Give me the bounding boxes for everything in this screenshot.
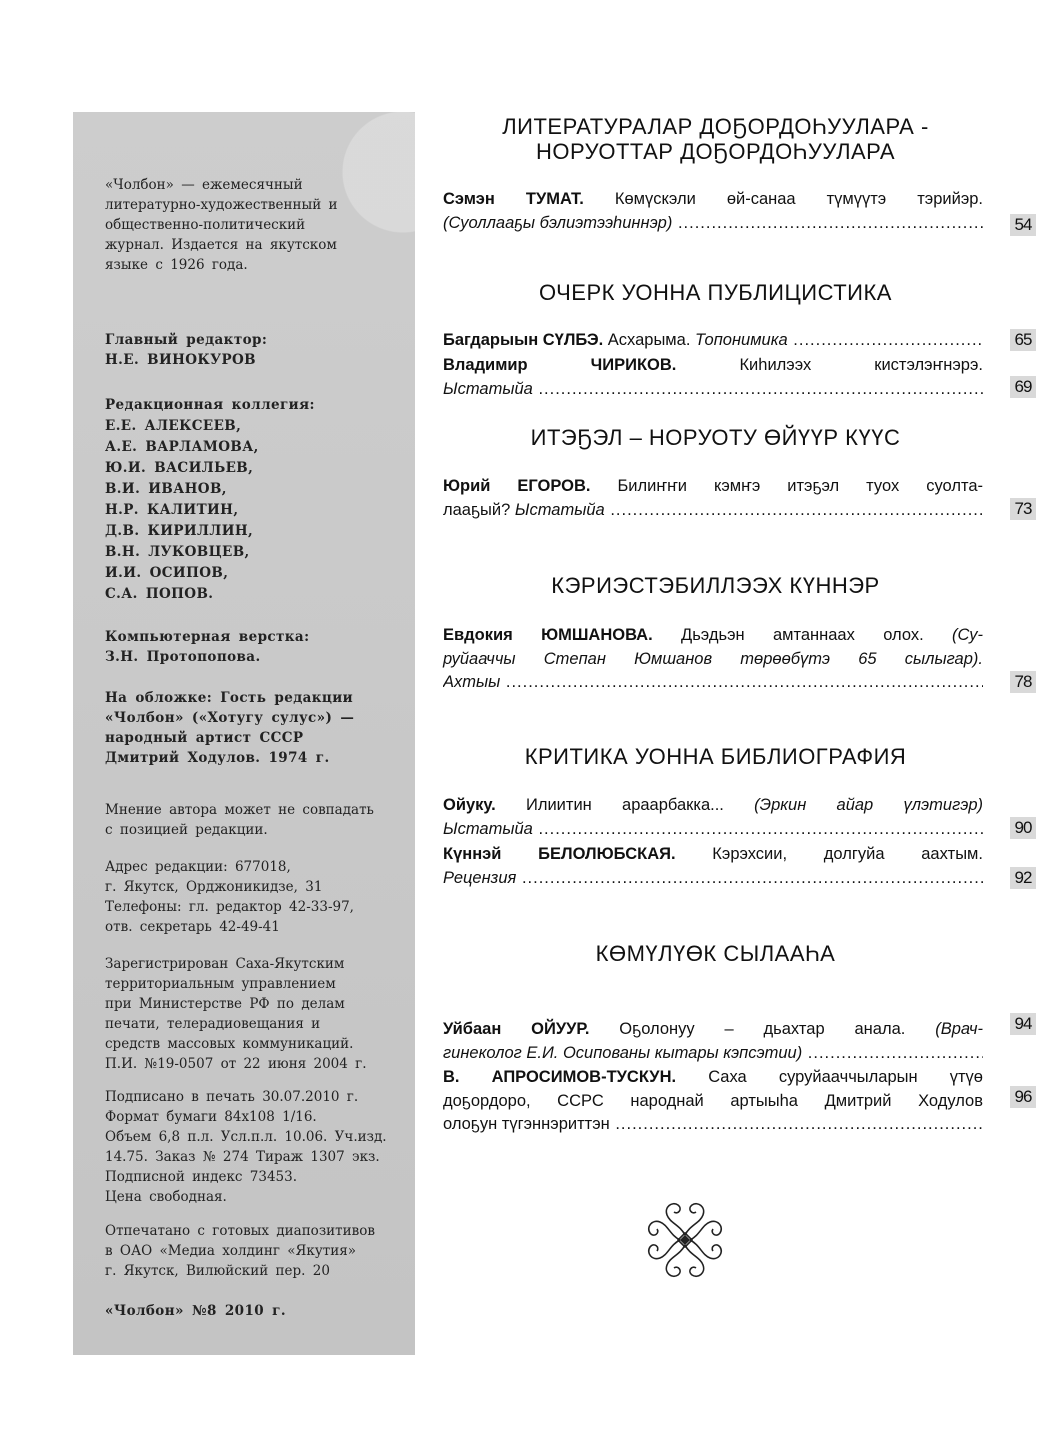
section-heading-line: ИТЭҔЭЛ – НОРУОТУ ӨЙҮҮР КҮҮС xyxy=(530,425,901,450)
masthead-line: Ю.И. ВАСИЛЬЕВ, xyxy=(105,460,254,476)
entry-genre: Ыстатыйа ..... xyxy=(443,820,983,838)
masthead-line: в ОАО «Медиа холдинг «Якутия» xyxy=(105,1243,357,1259)
entry-genre: Ыстатыйа ..... xyxy=(443,380,983,398)
masthead-line: литературно-художественный и xyxy=(105,197,338,213)
entry-title: Киһилээх кистэлэҥнэрэ. xyxy=(676,356,983,374)
masthead-line: Н.Е. ВИНОКУРОВ xyxy=(105,352,256,368)
masthead-line: А.Е. ВАРЛАМОВА, xyxy=(105,439,259,455)
masthead-line: Формат бумаги 84х108 1/16. xyxy=(105,1109,317,1125)
entry-author: Юрий ЕГОРОВ. xyxy=(443,477,591,495)
toc-entry-line xyxy=(443,867,983,891)
masthead-line: с позицией редакции. xyxy=(105,822,268,838)
section-heading-line: НОРУОТТАР ДОҔОРДОҺУУЛАРА xyxy=(535,139,896,164)
toc-entry[interactable] xyxy=(443,843,983,890)
masthead-line: «Чолбон» — ежемесячный xyxy=(105,177,303,193)
entry-genre: (Су- xyxy=(952,626,983,644)
entry-genre: (Эркин айар үлэтигэр) xyxy=(754,796,983,814)
page-number[interactable]: 90 xyxy=(1010,817,1036,839)
masthead-block xyxy=(105,330,370,370)
entry-genre: Ахтыы ..... xyxy=(443,673,983,691)
masthead-line: средств массовых коммуникаций. xyxy=(105,1036,354,1052)
ornament-icon xyxy=(640,1195,730,1285)
masthead-line: г. Якутск, Вилюйский пер. 20 xyxy=(105,1263,330,1279)
toc-entry[interactable] xyxy=(443,188,983,235)
entry-genre: (Врач- xyxy=(935,1020,983,1038)
section-heading xyxy=(443,280,988,305)
entry-genre: руйааччы Степан Юмшанов төрөөбүтэ 65 сылыгар). xyxy=(443,649,983,668)
entry-title: Билиҥҥи кэмҥэ итэҕэл туох суолта- xyxy=(590,477,983,495)
masthead-block xyxy=(105,688,370,768)
toc-entry-line xyxy=(443,1066,983,1090)
masthead-block xyxy=(105,1221,375,1281)
masthead-line: народный артист СССР xyxy=(105,730,304,746)
entry-genre: Рецензия ..... xyxy=(443,869,983,887)
masthead-block xyxy=(105,1087,387,1207)
page-number[interactable]: 54 xyxy=(1010,214,1036,236)
toc-entry[interactable] xyxy=(443,624,983,695)
entry-author: Багдарыын СҮЛБЭ. xyxy=(443,331,604,349)
toc-entry-line xyxy=(443,329,983,353)
toc-entry[interactable] xyxy=(443,1018,983,1065)
toc-entry[interactable] xyxy=(443,475,983,522)
masthead-block xyxy=(105,395,370,605)
toc-entry-line xyxy=(443,818,983,842)
masthead-line: журнал. Издается на якутском xyxy=(105,237,337,253)
masthead-line: Дмитрий Ходулов. 1974 г. xyxy=(105,750,330,766)
toc-entry[interactable] xyxy=(443,794,983,841)
masthead-line: Мнение автора может не совпадать xyxy=(105,802,374,818)
masthead-block xyxy=(105,175,370,275)
section-heading xyxy=(443,425,988,450)
toc-entry-line xyxy=(443,188,983,212)
masthead-line: Подписано в печать 30.07.2010 г. xyxy=(105,1089,359,1105)
entry-title: олоҕун түгэннэриттэн ..... xyxy=(443,1115,983,1133)
masthead-line: «Чолбон» («Хотугу сулус») — xyxy=(105,710,355,726)
entry-genre: гинеколог Е.И. Осипованы кытары кэпсэтии) ..... xyxy=(443,1044,983,1062)
masthead-line: г. Якутск, Орджоникидзе, 31 xyxy=(105,879,323,895)
section-heading-line: КЭРИЭСТЭБИЛЛЭЭХ КҮННЭР xyxy=(551,573,880,598)
page-number[interactable]: 96 xyxy=(1010,1086,1036,1108)
masthead-line: при Министерстве РФ по делам xyxy=(105,996,345,1012)
entry-title: Илиитин араарбакка... xyxy=(495,796,755,814)
entry-author: Ойуку. xyxy=(443,796,496,814)
masthead-line: Зарегистрирован Саха-Якутским xyxy=(105,956,345,972)
entry-title: Көмүскэли өй-санаа түмүүтэ тэрийэр. xyxy=(583,190,983,208)
page-number[interactable]: 92 xyxy=(1010,867,1036,889)
section-heading-line: КРИТИКА УОННА БИБЛИОГРАФИЯ xyxy=(524,744,907,769)
masthead-line: Редакционная коллегия: xyxy=(105,397,315,413)
section-heading-line: ЛИТЕРАТУРАЛАР ДОҔОРДОҺУУЛАРА - xyxy=(502,114,929,139)
masthead-line: отв. секретарь 42-49-41 xyxy=(105,919,280,935)
section-heading xyxy=(443,573,988,598)
masthead-line: Адрес редакции: 677018, xyxy=(105,859,291,875)
section-heading xyxy=(443,114,988,164)
toc-entry[interactable] xyxy=(443,1066,983,1137)
section-heading xyxy=(443,941,988,966)
entry-title: лааҕый? xyxy=(443,500,515,519)
toc-entry-line xyxy=(443,671,983,695)
masthead-line: Телефоны: гл. редактор 42-33-97, xyxy=(105,899,354,915)
masthead-line: «Чолбон» №8 2010 г. xyxy=(105,1303,286,1319)
toc-entry-line xyxy=(443,648,983,672)
entry-author: Владимир ЧИРИКОВ. xyxy=(443,356,677,374)
masthead-line: П.И. №19-0507 от 22 июня 2004 г. xyxy=(105,1056,367,1072)
masthead-line: В.Н. ЛУКОВЦЕВ, xyxy=(105,544,250,560)
masthead-line: В.И. ИВАНОВ, xyxy=(105,481,227,497)
masthead-block xyxy=(105,800,374,840)
entry-genre: Ыстатыйа ..... xyxy=(515,501,983,519)
masthead-line: Н.Р. КАЛИТИН, xyxy=(105,502,239,518)
masthead-line: Отпечатано с готовых диапозитивов xyxy=(105,1223,375,1239)
page-number[interactable]: 65 xyxy=(1010,329,1036,351)
masthead-line: Е.Е. АЛЕКСЕЕВ, xyxy=(105,418,242,434)
entry-genre: Топонимика ..... xyxy=(695,331,983,349)
entry-title: Кэрэхсии, долгуйа аахтым. xyxy=(675,845,983,863)
page-number[interactable]: 94 xyxy=(1010,1013,1036,1035)
toc-entry-line xyxy=(443,475,983,499)
entry-author: Уйбаан ОЙУУР. xyxy=(443,1020,590,1038)
toc-entry-line xyxy=(443,843,983,867)
masthead-line: общественно-политический xyxy=(105,217,306,233)
toc-entry[interactable] xyxy=(443,354,983,401)
masthead-line: И.И. ОСИПОВ, xyxy=(105,565,229,581)
toc-entry-line xyxy=(443,794,983,818)
entry-title: Оҕолонуу – дьахтар анала. xyxy=(589,1020,936,1038)
toc-entry-line xyxy=(443,354,983,378)
masthead-line: Подписной индекс 73453. xyxy=(105,1169,298,1185)
entry-title: Саха суруйааччыларын үтүө xyxy=(676,1068,983,1086)
toc-entry-line xyxy=(443,499,983,523)
masthead-line: 14.75. Заказ № 274 Тираж 1307 экз. xyxy=(105,1149,380,1165)
section-heading-line: ОЧЕРК УОННА ПУБЛИЦИСТИКА xyxy=(539,280,892,305)
entry-author: Евдокия ЮМШАНОВА. xyxy=(443,626,653,644)
masthead-line: печати, телерадиовещания и xyxy=(105,1016,321,1032)
toc-entry[interactable] xyxy=(443,329,983,353)
masthead-line: Компьютерная верстка: xyxy=(105,629,310,645)
toc-entry-line xyxy=(443,624,983,648)
masthead-line: С.А. ПОПОВ. xyxy=(105,586,214,602)
masthead-block xyxy=(105,1301,370,1321)
toc-entry-line xyxy=(443,212,983,236)
page-number[interactable]: 69 xyxy=(1010,376,1036,398)
masthead-line: На обложке: Гость редакции xyxy=(105,690,354,706)
entry-title: Асхарыма. xyxy=(603,331,695,349)
entry-genre: (Суоллааҕы бэлиэтээһиннэр) ..... xyxy=(443,214,983,232)
page-number[interactable]: 78 xyxy=(1010,671,1036,693)
masthead-line: Д.В. КИРИЛЛИН, xyxy=(105,523,254,539)
entry-title: доҕордоро, ССРС народнай артыыһа Дмитрий Ходулов xyxy=(443,1091,983,1110)
masthead-line: Цена свободная. xyxy=(105,1189,227,1205)
section-heading xyxy=(443,744,988,769)
masthead-line: Объем 6,8 п.л. Усл.п.л. 10.06. Уч.изд. xyxy=(105,1129,387,1145)
entry-title: Дьэдьэн амтаннаах олох. xyxy=(652,626,953,644)
entry-author: Сэмэн ТУМАТ. xyxy=(443,190,584,208)
toc-entry-line xyxy=(443,1018,983,1042)
toc-entry-line xyxy=(443,1042,983,1066)
masthead-line: З.Н. Протопопова. xyxy=(105,649,261,665)
page-number[interactable]: 73 xyxy=(1010,498,1036,520)
masthead-line: языке с 1926 года. xyxy=(105,257,248,273)
masthead-block xyxy=(105,954,370,1074)
toc-entry-line xyxy=(443,1090,983,1114)
toc-entry-line xyxy=(443,378,983,402)
entry-author: В. АПРОСИМОВ-ТУСКУН. xyxy=(443,1068,677,1086)
toc-entry-line xyxy=(443,1113,983,1137)
masthead-line: Главный редактор: xyxy=(105,332,268,348)
masthead-line: территориальным управлением xyxy=(105,976,336,992)
masthead-block xyxy=(105,857,370,937)
section-heading-line: КӨМҮЛҮӨК СЫЛААҺА xyxy=(595,941,836,966)
masthead-block xyxy=(105,627,370,667)
entry-author: Күннэй БЕЛОЛЮБСКАЯ. xyxy=(443,845,676,863)
